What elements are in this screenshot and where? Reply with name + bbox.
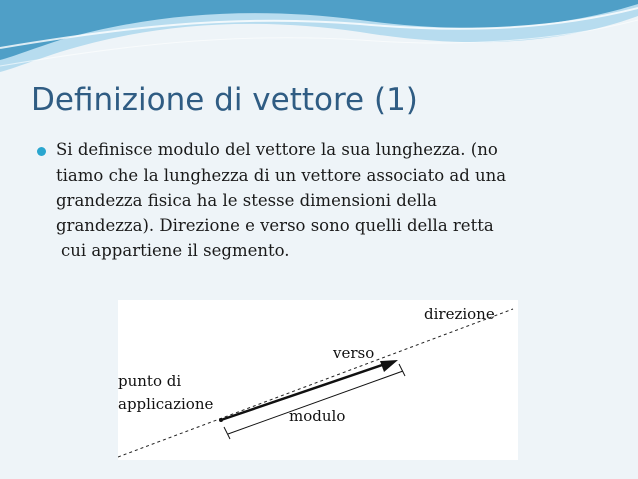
paragraph-line-5: cui appartiene il segmento. <box>61 241 290 260</box>
application-point <box>219 418 223 422</box>
paragraph-line-1: Si definisce modulo del vettore la sua lunghezza. (no <box>56 140 498 159</box>
modulo-tick-end <box>399 364 405 376</box>
decorative-waves <box>0 0 638 90</box>
label-direzione: direzione <box>424 305 495 323</box>
slide-title: Definizione di vettore (1) <box>31 82 418 118</box>
paragraph-line-3: grandezza fisica ha le stesse dimensioni della <box>56 191 438 210</box>
label-modulo: modulo <box>289 407 346 425</box>
paragraph-line-2: tiamo che la lunghezza di un vettore associato ad una <box>56 166 507 185</box>
modulo-tick-start <box>224 427 230 439</box>
label-verso: verso <box>333 344 375 362</box>
bullet-icon <box>37 147 46 156</box>
paragraph-line-4: grandezza). Direzione e verso sono quelli della retta <box>56 216 494 235</box>
label-applicazione: applicazione <box>118 395 214 413</box>
arrowhead-icon <box>380 360 398 372</box>
vector-diagram <box>118 300 518 460</box>
label-punto-di: punto di <box>118 372 182 390</box>
